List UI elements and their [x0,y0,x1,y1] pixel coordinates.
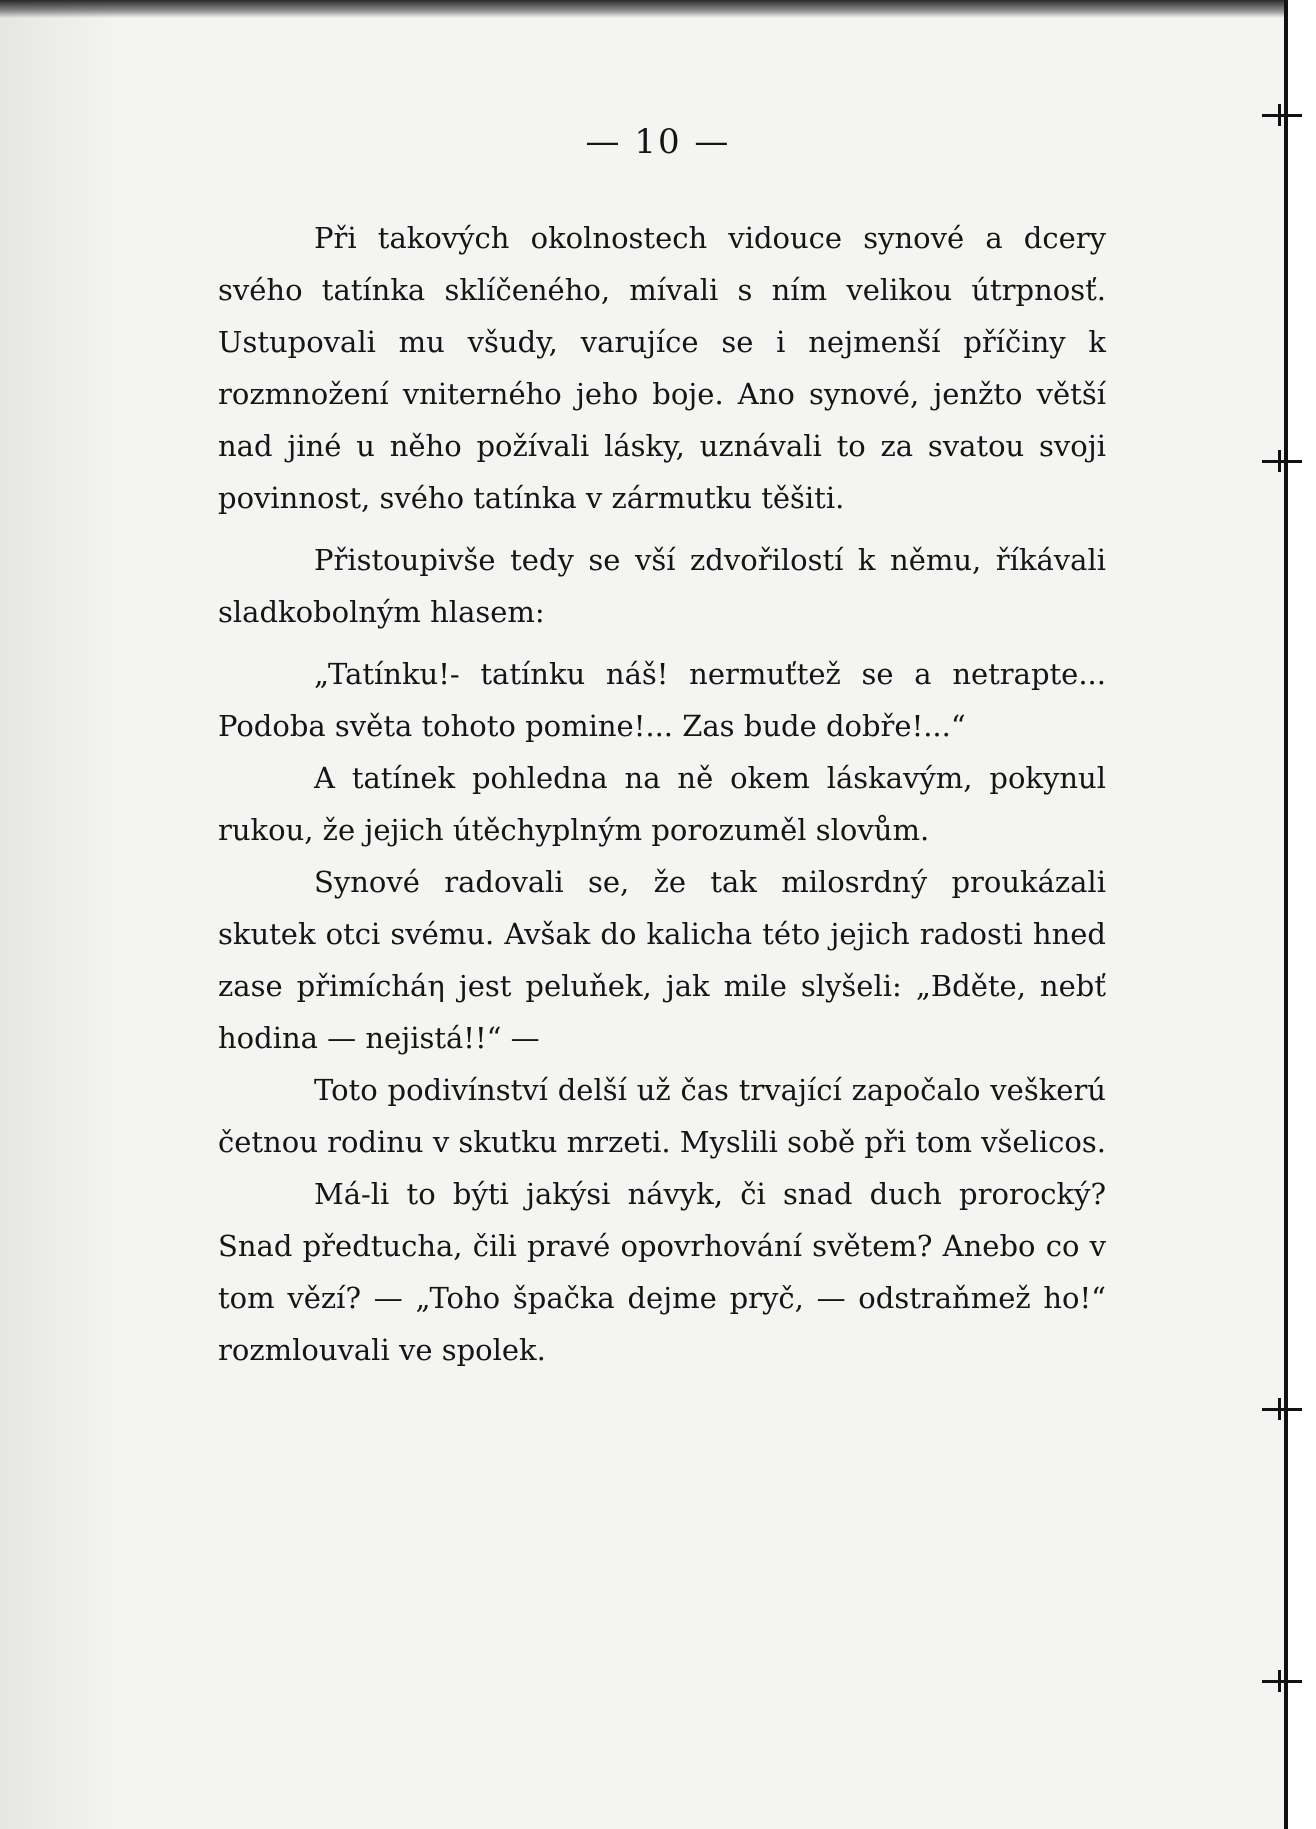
paragraph: „Tatínku!- tatínku náš! nermuťtež se a netrapte... Podoba světa tohoto pomine!... Zas bude dobře!...“ [218,657,1106,743]
paragraph: Přistoupivše tedy se vší zdvořilostí k němu, říkávali sladkobolným hlasem: [218,543,1106,629]
paragraph: A tatínek pohledna na ně okem láskavým, pokynul rukou, že jejich útěchyplným porozuměl slovům. [218,761,1106,847]
paragraph: Má-li to býti jakýsi návyk, či snad duch prorocký? Snad předtucha, čili pravé opovrhování světem? Anebo co v tom vězí? — „Toho špačka dejme pryč, — odstraňmež ho!“ rozmlouvali ve spolek. [218,1177,1106,1367]
scan-top-edge [0,0,1290,18]
scan-left-shadow [0,0,120,1829]
right-margin [1288,0,1316,1829]
paragraph: Toto podivínství delší už čas trvající započalo veškerú četnou rodinu v skutku mrzeti. Myslili sobě při tom všelicos. [218,1073,1106,1159]
page-number: — 10 — [585,122,731,162]
body-text [218,212,1106,1376]
binding-tick-mark [1262,460,1302,463]
paragraph: Synové radovali se, že tak milosrdný proukázali skutek otci svému. Avšak do kalicha této jejich radosti hned zase přimícháη jest peluňek, jak mile slyšeli: „Bděte, nebť hodina — nejistá!!“ — [218,865,1106,1055]
binding-tick-mark [1262,114,1302,117]
binding-tick-mark [1262,1680,1302,1683]
binding-tick-mark [1262,1408,1302,1411]
paragraph: Při takových okolnostech vidouce synové a dcery svého tatínka sklíčeného, mívali s ním velikou útrpnosť. Ustupovali mu všudy, varujíce se i nejmenší příčiny k rozmnožení vniterného jeho boje. Ano synové, jenžto větší nad jiné u něho požívali lásky, uznávali to za svatou svoji povinnost, svého tatínka v zármutku těšiti. [218,221,1106,515]
